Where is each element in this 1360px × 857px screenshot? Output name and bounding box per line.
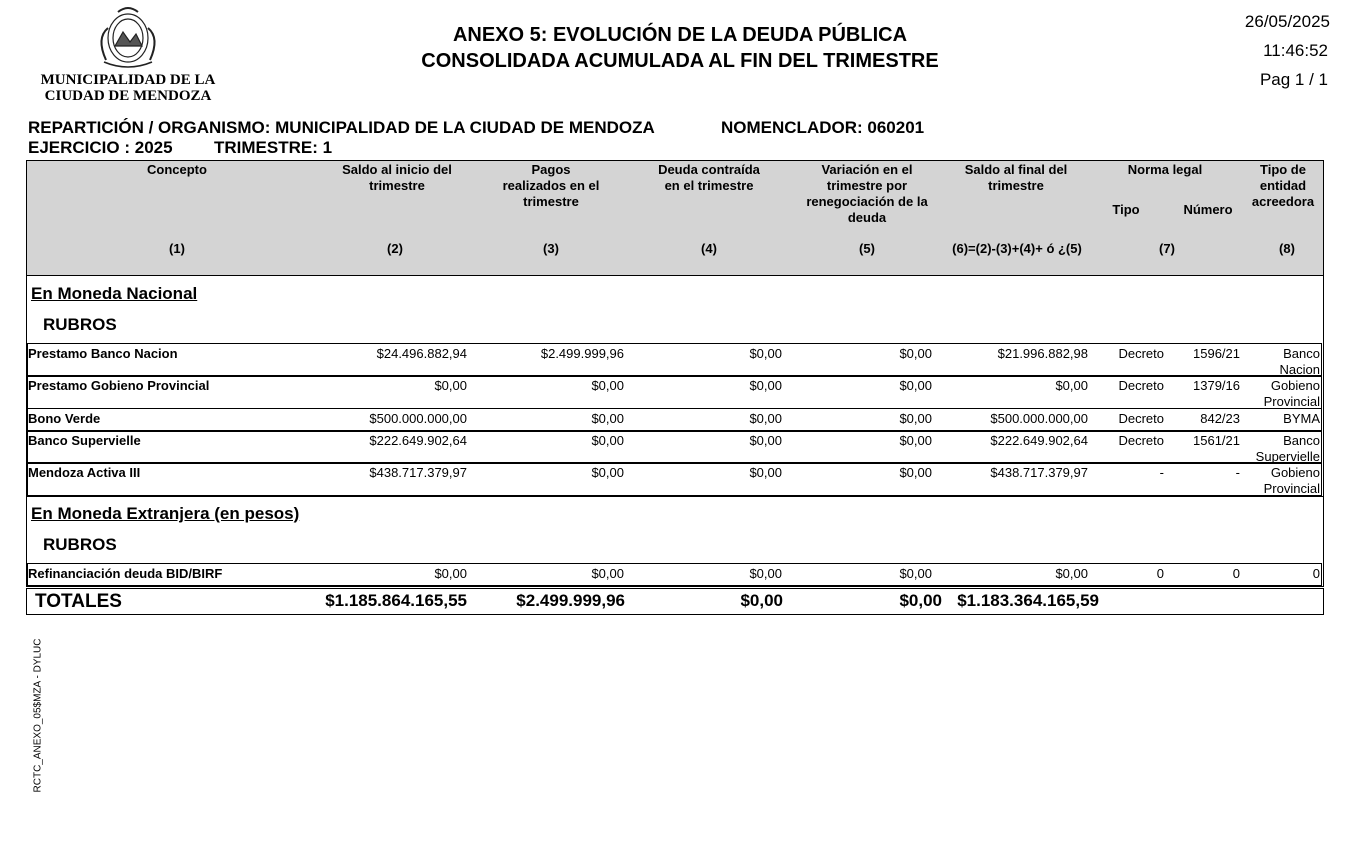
col-saldo-inicio: Saldo al inicio del trimestre	[342, 162, 452, 193]
cell-variacion: $0,00	[899, 433, 932, 448]
cell-entidad-line-1: 0	[1312, 566, 1320, 581]
col-index-3: (3)	[543, 241, 559, 256]
cell-saldo-inicio: $0,00	[434, 566, 467, 581]
cell-entidad	[1240, 378, 1320, 410]
section-extranjera-title: En Moneda Extranjera (en pesos)	[31, 504, 300, 523]
col-index-5: (5)	[859, 241, 875, 256]
cell-saldo-final: $438.717.379,97	[990, 465, 1088, 480]
table-header	[26, 160, 1324, 276]
table-row	[27, 408, 1322, 432]
cell-saldo-final: $0,00	[1055, 566, 1088, 581]
col-entidad: Tipo de entidad acreedora	[1251, 162, 1315, 209]
cell-pagos: $2.499.999,96	[540, 346, 624, 361]
cell-pagos: $0,00	[591, 378, 624, 393]
cell-tipo: Decreto	[1118, 411, 1164, 426]
cell-deuda: $0,00	[749, 465, 782, 480]
title-line-1: ANEXO 5: EVOLUCIÓN DE LA DEUDA PÚBLICA	[452, 24, 908, 46]
col-index-6: (6)=(2)-(3)+(4)+ ó ¿(5)	[952, 241, 1082, 256]
cell-entidad-line-1: Banco	[1283, 346, 1320, 361]
cell-entidad	[1240, 346, 1320, 378]
cell-tipo: Decreto	[1118, 378, 1164, 393]
logo-text	[28, 72, 228, 104]
cell-pagos: $0,00	[591, 465, 624, 480]
cell-numero: 1596/21	[1193, 346, 1240, 361]
cell-saldo-final: $222.649.902,64	[990, 433, 1088, 448]
report-date: 26/05/2025	[1244, 12, 1330, 31]
cell-numero: -	[1235, 465, 1240, 480]
col-tipo: Tipo	[1112, 202, 1140, 217]
cell-saldo-inicio: $222.649.902,64	[369, 433, 467, 448]
cell-entidad-line-1: Gobieno	[1270, 465, 1320, 480]
cell-deuda: $0,00	[749, 433, 782, 448]
col-index-4: (4)	[701, 241, 717, 256]
cell-entidad-line-1: Banco	[1283, 433, 1320, 448]
cell-entidad	[1240, 433, 1320, 465]
col-deuda: Deuda contraída en el trimestre	[658, 162, 760, 193]
totals-pagos: $2.499.999,96	[516, 591, 625, 610]
report-title	[380, 22, 980, 74]
trimestre-label: TRIMESTRE: 1	[214, 138, 333, 157]
cell-entidad-line-1: BYMA	[1283, 411, 1320, 426]
col-numero: Número	[1183, 202, 1233, 217]
cell-deuda: $0,00	[749, 411, 782, 426]
col-concepto: Concepto	[147, 162, 207, 177]
table-row	[27, 430, 1322, 464]
report-time: 11:46:52	[1263, 41, 1328, 60]
cell-numero: 1561/21	[1193, 433, 1240, 448]
cell-saldo-inicio: $438.717.379,97	[369, 465, 467, 480]
cell-entidad-line-2: Nacion	[1279, 362, 1320, 377]
logo-line-2: CIUDAD DE MENDOZA	[44, 88, 212, 104]
cell-numero: 842/23	[1200, 411, 1240, 426]
cell-variacion: $0,00	[899, 378, 932, 393]
cell-saldo-final: $0,00	[1055, 378, 1088, 393]
cell-entidad	[1240, 411, 1320, 427]
col-variacion: Variación en el trimestre por renegociación de la deuda	[806, 162, 928, 225]
totals-label: TOTALES	[35, 591, 122, 612]
cell-concepto: Mendoza Activa III	[28, 465, 141, 480]
col-index-1: (1)	[169, 241, 185, 256]
cell-concepto: Bono Verde	[28, 411, 101, 426]
section-nacional-rubros: RUBROS	[43, 315, 117, 334]
cell-saldo-inicio: $24.496.882,94	[376, 346, 467, 361]
table-row	[27, 375, 1322, 409]
cell-pagos: $0,00	[591, 566, 624, 581]
cell-tipo: -	[1159, 465, 1164, 480]
cell-deuda: $0,00	[749, 346, 782, 361]
cell-saldo-final: $500.000.000,00	[990, 411, 1088, 426]
totals-saldo-inicio: $1.185.864.165,55	[325, 591, 467, 610]
cell-pagos: $0,00	[591, 411, 624, 426]
totals-saldo-final: $1.183.364.165,59	[957, 591, 1099, 610]
cell-numero: 0	[1232, 566, 1240, 581]
cell-numero: 1379/16	[1193, 378, 1240, 393]
cell-concepto: Prestamo Gobieno Provincial	[28, 378, 210, 393]
side-report-code: RCTC_ANEXO_05$MZA - DYLUC	[32, 638, 44, 793]
logo-line-1: MUNICIPALIDAD DE LA	[40, 72, 216, 88]
col-index-2: (2)	[387, 241, 403, 256]
cell-variacion: $0,00	[899, 465, 932, 480]
cell-entidad-line-1: Gobieno	[1270, 378, 1320, 393]
organismo-label: REPARTICIÓN / ORGANISMO: MUNICIPALIDAD DE LA CIUDAD DE MENDOZA	[28, 118, 655, 137]
nomenclador-label: NOMENCLADOR: 060201	[721, 118, 925, 137]
totals-deuda: $0,00	[740, 591, 783, 610]
col-index-7: (7)	[1159, 241, 1175, 256]
cell-tipo: Decreto	[1118, 346, 1164, 361]
cell-entidad-line-2: Supervielle	[1255, 449, 1320, 464]
section-nacional-title: En Moneda Nacional	[31, 284, 198, 303]
col-saldo-final: Saldo al final del trimestre	[964, 162, 1068, 193]
cell-entidad-line-2: Provincial	[1263, 481, 1320, 496]
cell-deuda: $0,00	[749, 378, 782, 393]
cell-concepto: Banco Supervielle	[28, 433, 141, 448]
table-row	[27, 462, 1322, 496]
cell-variacion: $0,00	[899, 411, 932, 426]
title-line-2: CONSOLIDADA ACUMULADA AL FIN DEL TRIMESTRE	[421, 50, 939, 72]
cell-variacion: $0,00	[899, 346, 932, 361]
cell-saldo-inicio: $0,00	[434, 378, 467, 393]
cell-deuda: $0,00	[749, 566, 782, 581]
col-index-8: (8)	[1279, 241, 1295, 256]
totals-variacion: $0,00	[899, 591, 942, 610]
cell-entidad	[1240, 465, 1320, 497]
cell-tipo: 0	[1156, 566, 1164, 581]
cell-saldo-final: $21.996.882,98	[997, 346, 1088, 361]
section-extranjera-rubros: RUBROS	[43, 535, 117, 554]
col-pagos: Pagos realizados en el trimestre	[502, 162, 600, 209]
cell-saldo-inicio: $500.000.000,00	[369, 411, 467, 426]
table-row	[27, 343, 1322, 377]
col-norma-legal: Norma legal	[1127, 162, 1203, 177]
cell-entidad-line-2: Provincial	[1263, 394, 1320, 409]
page-number: Pag 1 / 1	[1259, 70, 1328, 89]
cell-variacion: $0,00	[899, 566, 932, 581]
cell-entidad	[1240, 566, 1320, 582]
ejercicio-label: EJERCICIO : 2025	[28, 138, 173, 157]
cell-concepto: Refinanciación deuda BID/BIRF	[28, 566, 223, 581]
cell-concepto: Prestamo Banco Nacion	[28, 346, 178, 361]
cell-tipo: Decreto	[1118, 433, 1164, 448]
table-row	[27, 563, 1322, 586]
totals-row	[26, 588, 1324, 615]
cell-pagos: $0,00	[591, 433, 624, 448]
